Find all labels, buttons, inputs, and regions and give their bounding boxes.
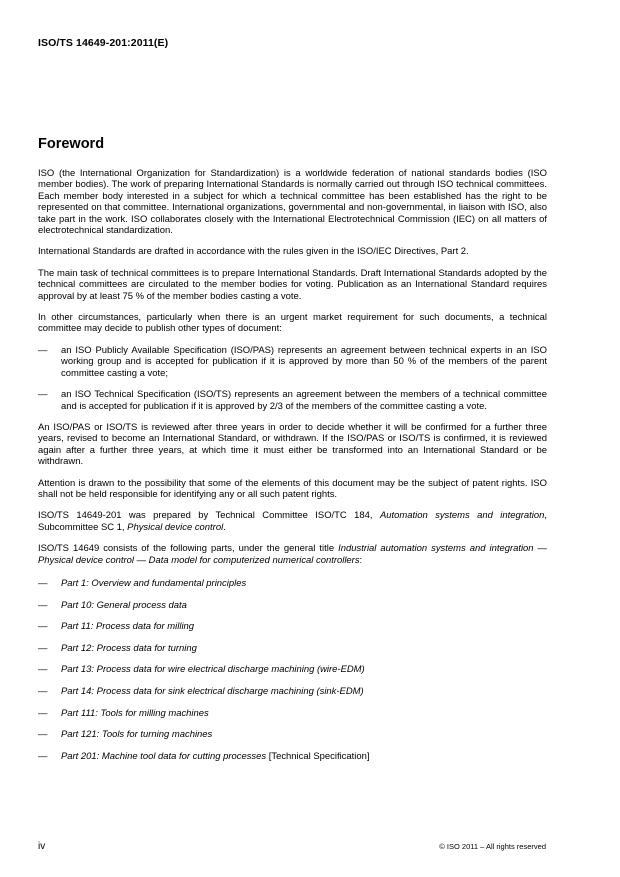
list-item	[38, 686, 547, 697]
paragraph-iso-intro: ISO (the International Organization for Standardization) is a worldwide federation of national standards bodies (ISO member bodies). The work of preparing International Standards is normally carried out through ISO technical committees. Each member body interested in a subject for which a technical committee has been established has the right to be represented on that committee. International organizations, governmental and non-governmental, in liaison with ISO, also take part in the work. ISO collaborates closely with the International Electrotechnical Commission (IEC) on all matters of electrotechnical standardization.	[38, 168, 547, 237]
part-title: Part 10: General process data	[61, 599, 187, 611]
list-item	[38, 621, 547, 632]
text-run: , Subcommittee SC 1,	[38, 510, 547, 533]
part-title: Part 13: Process data for wire electrical discharge machining (wire-EDM)	[61, 664, 365, 676]
dash-marker: —	[38, 664, 48, 676]
dash-marker: —	[38, 642, 48, 654]
committee-title: Automation systems and integration	[379, 510, 545, 522]
dash-marker: —	[38, 685, 48, 697]
page-number: iv	[38, 841, 46, 852]
list-item-text: an ISO Technical Specification (ISO/TS) represents an agreement between the members of a technical committee and is accepted for publication if it is approved by 2/3 of the members of the committee casting a vote.	[61, 389, 547, 412]
part-note: [Technical Specification]	[266, 750, 370, 762]
dash-marker: —	[38, 750, 48, 762]
text-run: ISO/TS 14649 consists of the following parts, under the general title	[38, 543, 339, 555]
list-item	[38, 751, 547, 762]
list-item-iso-pas	[38, 345, 547, 379]
list-item	[38, 729, 547, 740]
dash-marker: —	[38, 389, 48, 401]
paragraph-patent: Attention is drawn to the possibility that some of the elements of this document may be the subject of patent rights. ISO shall not be held responsible for identifying any or all such patent rights.	[38, 477, 547, 500]
dash-marker: —	[38, 621, 48, 633]
part-title: Part 12: Process data for turning	[61, 642, 197, 654]
text-run: :	[359, 554, 363, 566]
list-item	[38, 578, 547, 589]
paragraph-review: An ISO/PAS or ISO/TS is reviewed after three years in order to decide whether it will be confirmed for a further three years, revised to become an International Standard, or withdrawn. If the ISO/PAS or ISO/TS is confirmed, it is reviewed again after a further three years, at which time it must either be transformed into an International Standard or be withdrawn.	[38, 421, 547, 468]
section-title: Foreword	[38, 136, 105, 152]
dash-marker: —	[38, 707, 48, 719]
paragraph-other-circumstances: In other circumstances, particularly when there is an urgent market requirement for such documents, a technical committee may decide to publish other types of document:	[38, 312, 547, 335]
paragraph-parts-intro	[38, 543, 547, 566]
part-title: Part 1: Overview and fundamental principles	[61, 577, 247, 589]
list-item	[38, 664, 547, 675]
list-item	[38, 600, 547, 611]
paragraph-directives: International Standards are drafted in accordance with the rules given in the ISO/IEC Directives, Part 2.	[38, 246, 469, 258]
list-item-text: an ISO Publicly Available Specification (ISO/PAS) represents an agreement between technical experts in an ISO working group and is accepted for publication if it is approved by more than 50 % of the members of the parent committee casting a vote;	[61, 344, 547, 379]
dash-marker: —	[38, 344, 48, 356]
paragraph-prepared-by	[38, 510, 547, 533]
general-title: Industrial automation systems and integration — Physical device control — Data model for computerized numerical controllers	[38, 543, 547, 566]
parts-list	[38, 578, 547, 762]
dash-marker: —	[38, 599, 48, 611]
dash-marker: —	[38, 729, 48, 741]
paragraph-main-task: The main task of technical committees is to prepare International Standards. Draft International Standards adopted by the technical committees are circulated to the member bodies for voting. Publication as an International Standard requires approval by at least 75 % of the member bodies casting a vote.	[38, 267, 547, 302]
subcommittee-title: Physical device control	[127, 521, 224, 533]
text-run: .	[223, 521, 226, 533]
list-item-iso-ts	[38, 389, 547, 412]
copyright-notice: © ISO 2011 – All rights reserved	[439, 842, 546, 851]
text-run: ISO/TS 14649-201 was prepared by Technical Committee ISO/TC 184,	[38, 510, 380, 522]
document-id-header: ISO/TS 14649-201:2011(E)	[38, 37, 169, 49]
foreword-body	[38, 168, 547, 772]
dash-marker: —	[38, 577, 48, 589]
part-title: Part 201: Machine tool data for cutting processes	[61, 750, 267, 762]
list-item	[38, 643, 547, 654]
list-item	[38, 708, 547, 719]
part-title: Part 121: Tools for turning machines	[61, 729, 213, 741]
part-title: Part 111: Tools for milling machines	[61, 707, 209, 719]
part-title: Part 14: Process data for sink electrical discharge machining (sink-EDM)	[61, 685, 364, 697]
part-title: Part 11: Process data for milling	[61, 621, 195, 633]
